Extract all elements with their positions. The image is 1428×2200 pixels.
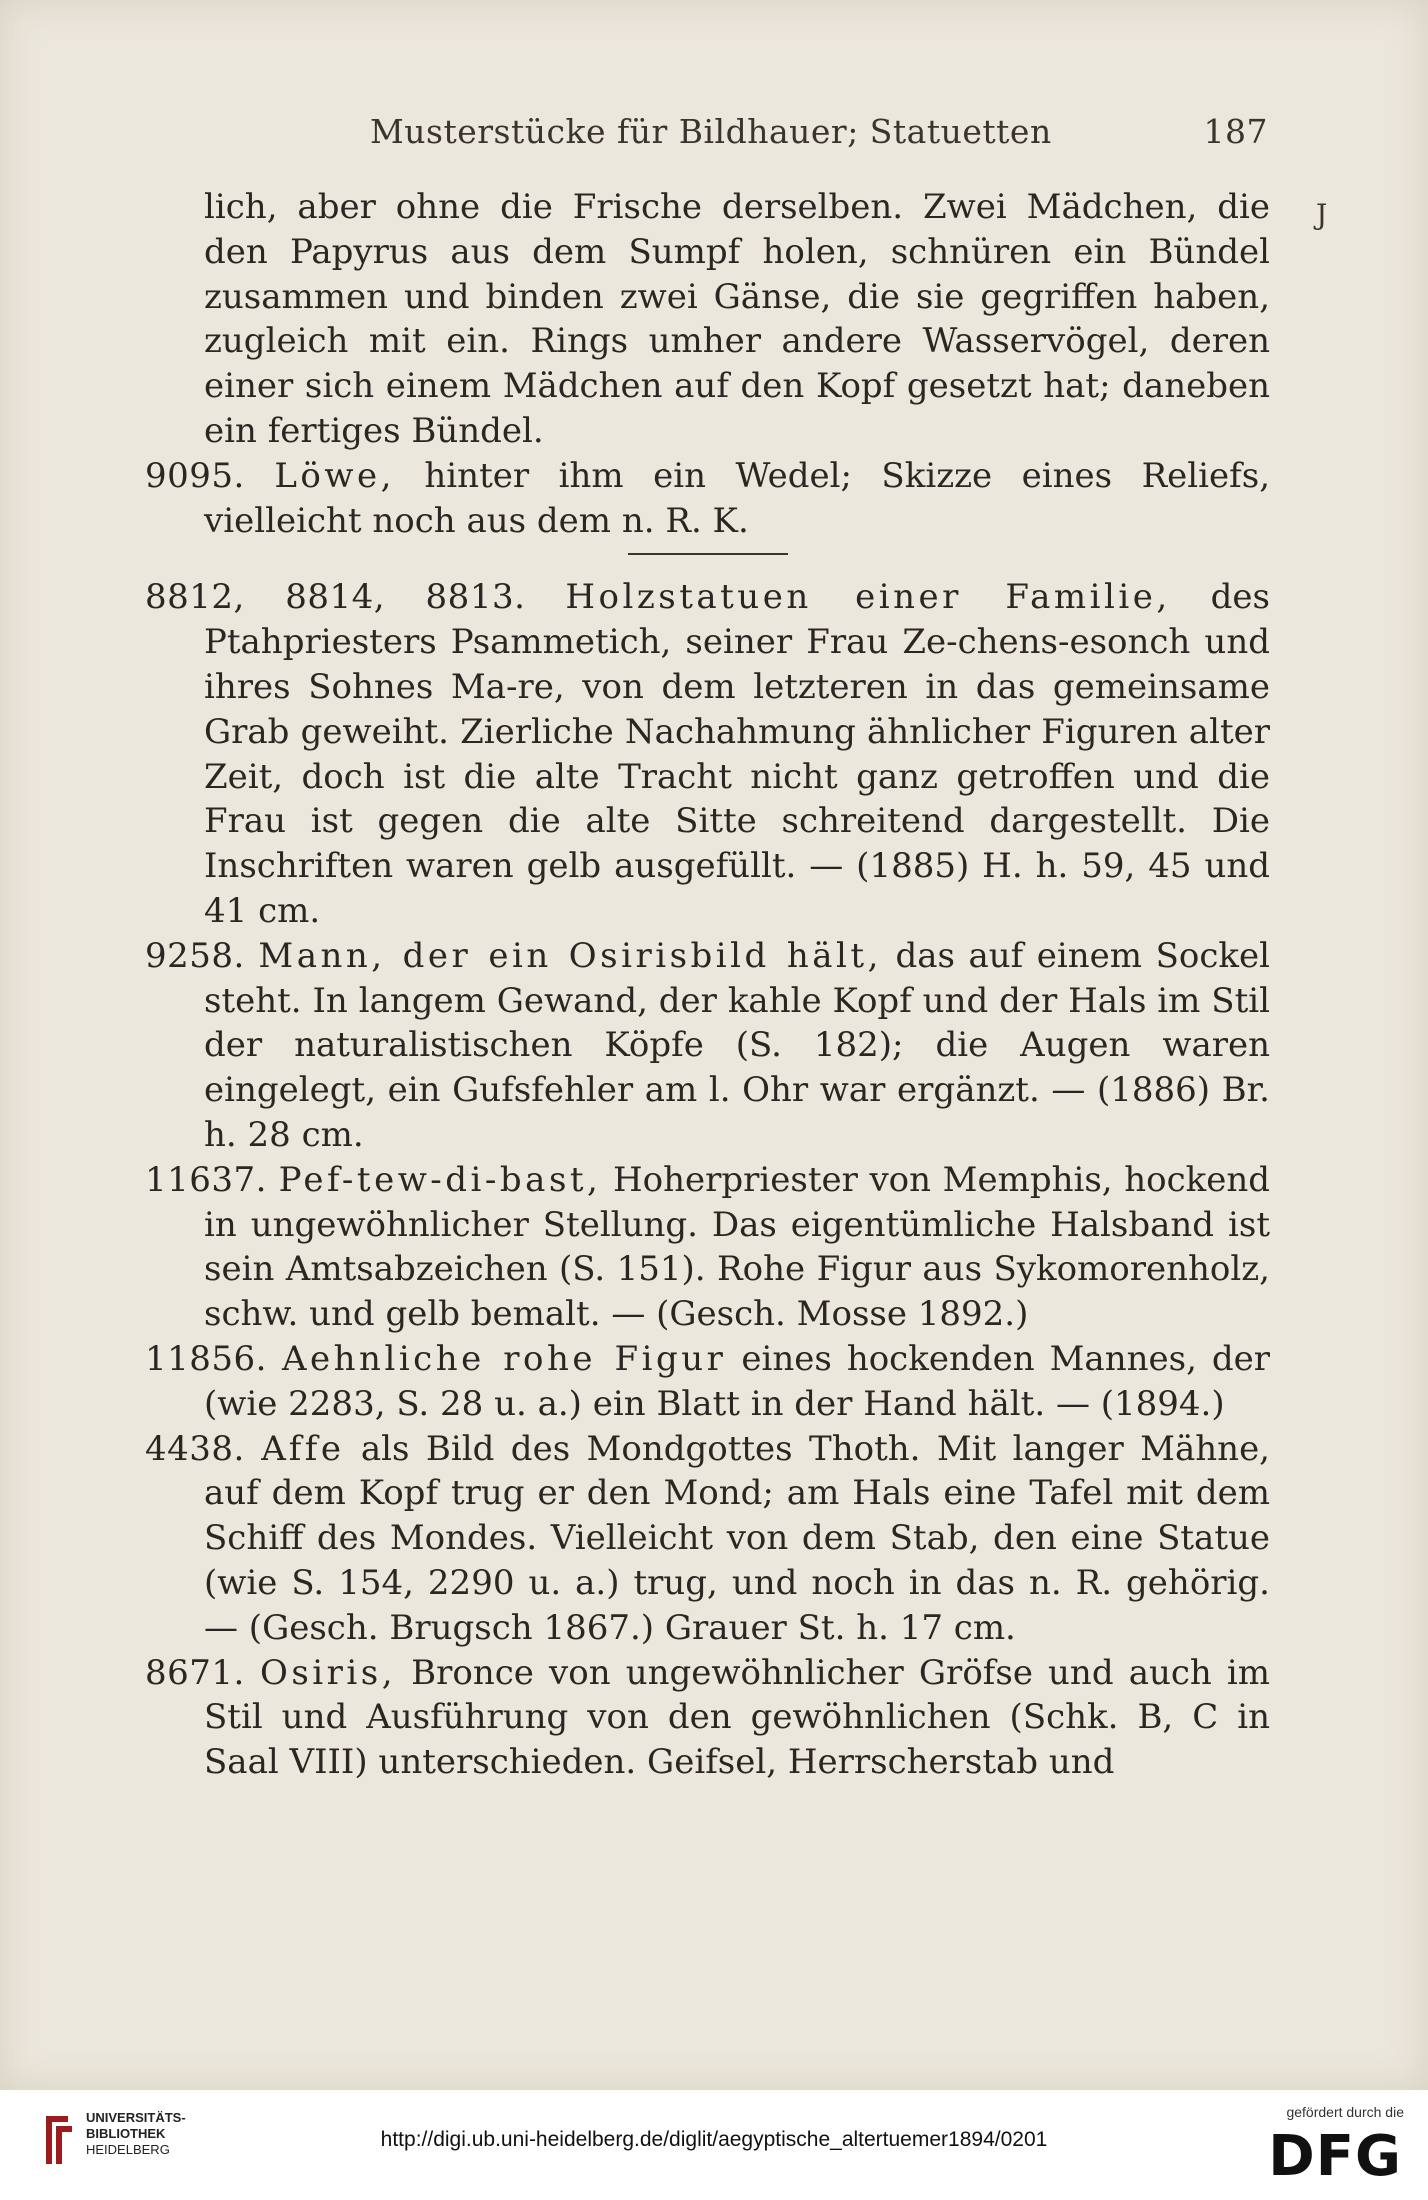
running-header bbox=[370, 112, 1268, 151]
entry-text: eines hockenden Mannes, der (wie 2283, S. 28 u. a.) ein Blatt in der Hand hält. — (1894.) bbox=[204, 1338, 1271, 1424]
entry-heading: Affe bbox=[261, 1428, 345, 1469]
entry-heading: Aehnliche rohe Figur bbox=[281, 1338, 727, 1379]
margin-mark: J bbox=[1316, 198, 1328, 231]
section-divider bbox=[628, 553, 788, 555]
entry-number: 11637. bbox=[145, 1159, 267, 1200]
entry-text: Hoherpriester von Memphis, hockend in ungewöhnlicher Stellung. Das eigentümliche Halsband ist sein Amtsabzeichen (S. 151). Rohe Figur aus Sykomorenholz, schw. und gelb bemalt. — (Gesch. Mosse 1892.) bbox=[204, 1159, 1271, 1335]
catalog-entry bbox=[145, 1337, 1270, 1427]
dfg-logo: DFG bbox=[1268, 2124, 1402, 2189]
catalog-entry bbox=[145, 575, 1270, 933]
body-text bbox=[145, 185, 1270, 1785]
entry-text: als Bild des Mondgottes Thoth. Mit langer Mähne, auf dem Kopf trug er den Mond; am Hals eine Tafel mit dem Schiff des Mondes. Vielleicht von dem Stab, den eine Statue (wie S. 154, 2290 u. a.) trug, und noch in das n. R. gehörig. — (Gesch. Brugsch 1867.) Grauer St. h. 17 cm. bbox=[204, 1428, 1270, 1648]
entry-heading: Löwe, bbox=[274, 455, 395, 496]
funding-label: gefördert durch die bbox=[1286, 2104, 1404, 2120]
entry-number: 9258. bbox=[145, 935, 245, 976]
entry-text: lich, aber ohne die Frische derselben. Zwei Mädchen, die den Papyrus aus dem Sumpf holen, schnüren ein Bündel zusammen und binden zwei Gänse, die sie gegriffen haben, zugleich mit ein. Rings umher andere Wasservögel, deren einer sich einem Mädchen auf den Kopf gesetzt hat; daneben ein fertiges Bündel. bbox=[204, 187, 1270, 451]
catalog-entry bbox=[145, 1651, 1270, 1785]
running-title: Musterstücke für Bildhauer; Statuetten bbox=[370, 112, 1052, 151]
entry-heading: Pef-tew-di-bast, bbox=[278, 1159, 602, 1200]
entry-heading: Osiris, bbox=[259, 1652, 397, 1693]
digitization-footer bbox=[0, 2090, 1428, 2200]
entry-number: 9095. bbox=[145, 455, 245, 496]
catalog-entry bbox=[145, 1158, 1270, 1337]
source-url-link[interactable]: http://digi.ub.uni-heidelberg.de/diglit/aegyptische_altertuemer1894/0201 bbox=[380, 2128, 1048, 2151]
page-number: 187 bbox=[1203, 112, 1268, 151]
catalog-entry bbox=[145, 454, 1270, 544]
entry-text: hinter ihm ein Wedel; Skizze eines Reliefs, vielleicht noch aus dem n. R. K. bbox=[204, 455, 1270, 541]
entry-heading: Mann, der ein Osirisbild hält, bbox=[258, 935, 882, 976]
entry-number: 4438. bbox=[145, 1428, 245, 1469]
catalog-entry bbox=[145, 934, 1270, 1158]
entry-text: das auf einem Sockel steht. In langem Gewand, der kahle Kopf und der Hals im Stil der naturalistischen Köpfe (S. 182); die Augen waren eingelegt, ein Gufsfehler am l. Ohr war ergänzt. — (1886) Br. h. 28 cm. bbox=[204, 935, 1270, 1155]
entry-text: des Ptahpriesters Psammetich, seiner Frau Ze-chens-esonch und ihres Sohnes Ma-re, von dem letzteren in das gemeinsame Grab geweiht. Zierliche Nachahmung ähnlicher Figuren alter Zeit, doch ist die alte Tracht nicht ganz getroffen und die Frau ist gegen die alte Sitte schreitend dargestellt. Die Inschriften waren gelb ausgefüllt. — (1885) H. h. 59, 45 und 41 cm. bbox=[204, 577, 1271, 931]
catalog-entry bbox=[145, 185, 1270, 454]
library-name: UNIVERSITÄTS- BIBLIOTHEK HEIDELBERG bbox=[86, 2110, 186, 2157]
entry-number: 8812, 8814, 8813. bbox=[145, 577, 526, 618]
entry-number: 8671. bbox=[145, 1652, 245, 1693]
catalog-entry bbox=[145, 1427, 1270, 1651]
entry-heading: Holzstatuen einer Familie, bbox=[565, 577, 1171, 618]
entry-text: Bronce von ungewöhnlicher Gröfse und auch im Stil und Ausführung von den gewöhnlichen (Schk. B, C in Saal VIII) unterschieden. Geifsel, Herrscherstab und bbox=[204, 1652, 1271, 1783]
entry-number: 11856. bbox=[145, 1338, 267, 1379]
